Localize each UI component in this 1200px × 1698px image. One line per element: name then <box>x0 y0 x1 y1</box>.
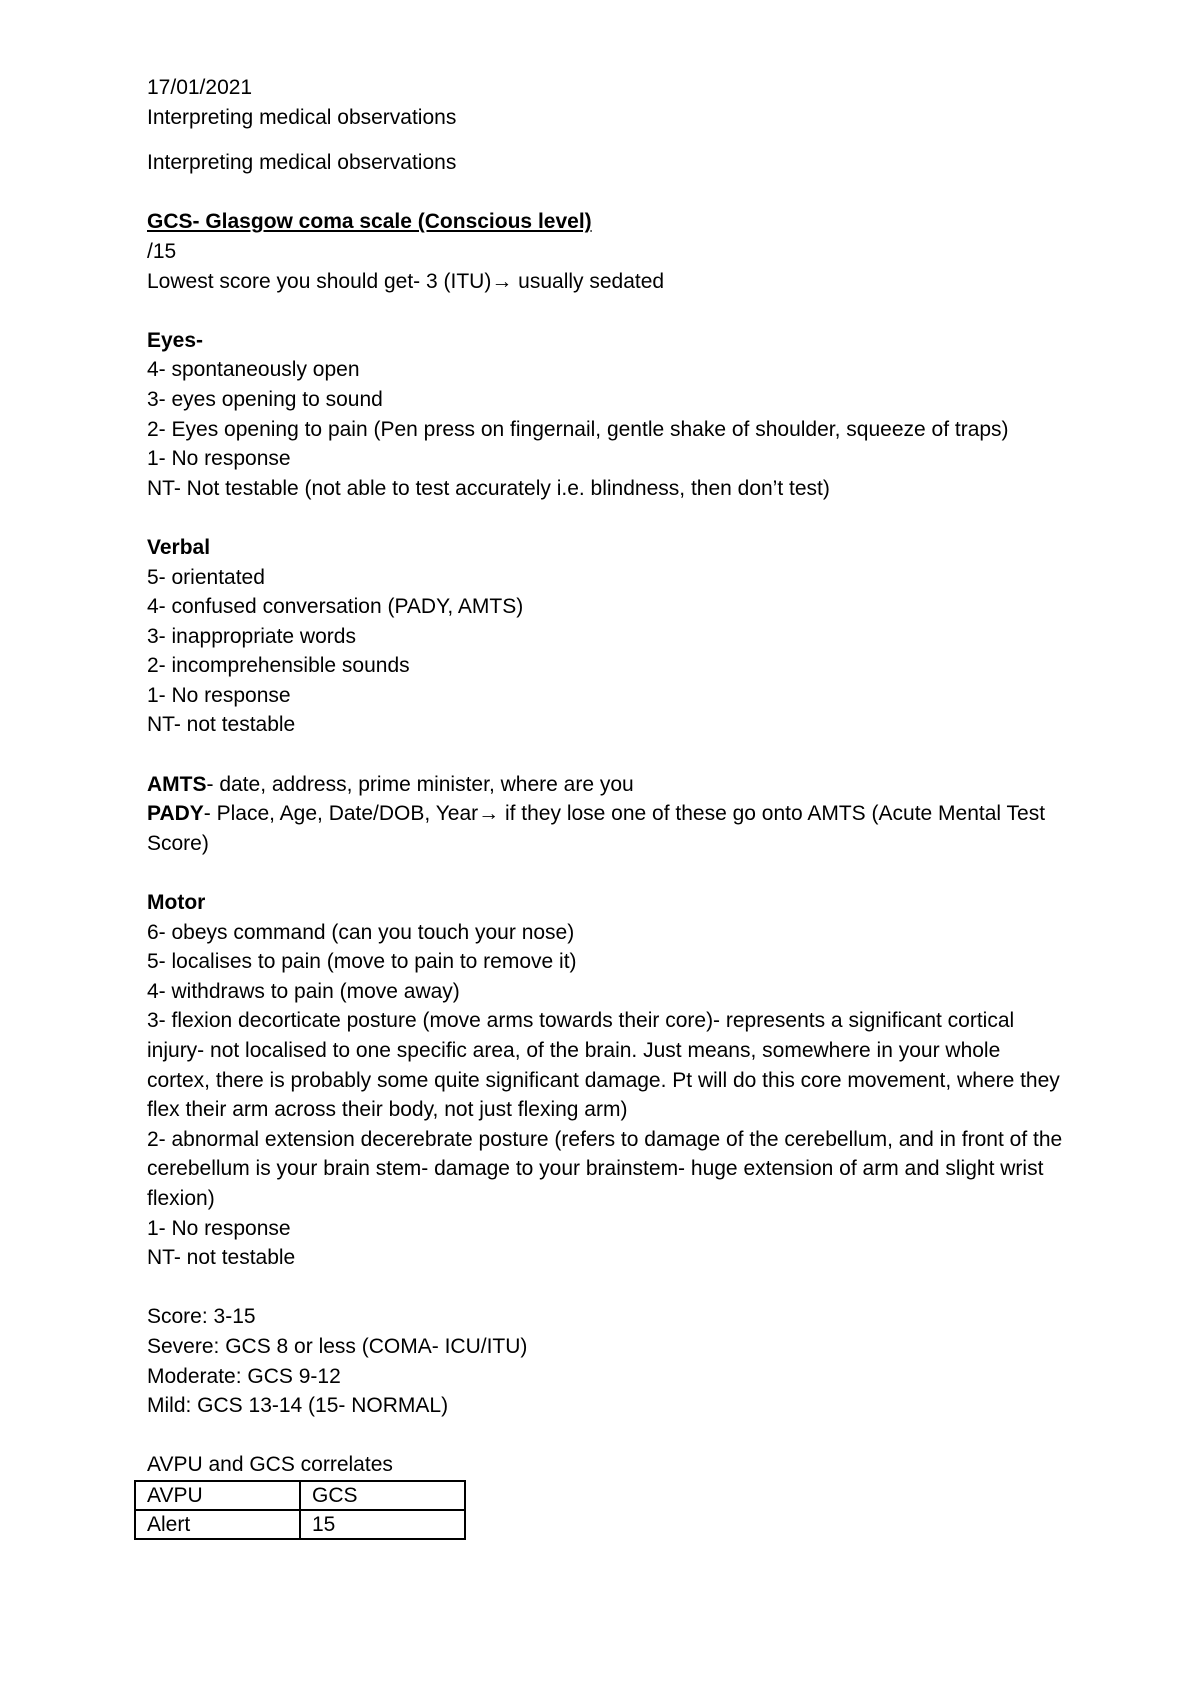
table-row <box>135 1510 465 1539</box>
right-arrow-icon: → <box>478 802 500 826</box>
spacer <box>147 296 1067 326</box>
verbal-item: NT- not testable <box>147 713 296 737</box>
motor-item: 4- withdraws to pain (move away) <box>147 979 460 1003</box>
eyes-item: 2- Eyes opening to pain (Pen press on fingernail, gentle shake of shoulder, squeeze of traps) <box>147 417 1009 441</box>
spacer <box>147 132 1067 148</box>
table-header-cell: AVPU <box>135 1481 300 1510</box>
eyes-heading: Eyes- <box>147 328 204 352</box>
document-subtitle: Interpreting medical observations <box>147 151 457 175</box>
eyes-item: 3- eyes opening to sound <box>147 387 383 411</box>
table-header-row <box>135 1481 465 1510</box>
gcs-heading: GCS- Glasgow coma scale (Conscious level) <box>147 210 592 234</box>
spacer <box>147 1421 1067 1451</box>
spacer <box>147 178 1067 208</box>
pady-label: PADY <box>147 802 204 826</box>
avpu-gcs-table <box>134 1480 466 1540</box>
verbal-item: 2- incomprehensible sounds <box>147 654 410 678</box>
motor-heading: Motor <box>147 891 206 915</box>
gcs-lowest-prefix: Lowest score you should get- 3 (ITU) <box>147 269 492 293</box>
spacer <box>147 740 1067 770</box>
table-header-cell: GCS <box>300 1481 465 1510</box>
amts-label: AMTS <box>147 772 207 796</box>
document-title: Interpreting medical observations <box>147 105 457 129</box>
avpu-caption: AVPU and GCS correlates <box>147 1453 393 1477</box>
motor-item: NT- not testable <box>147 1246 296 1270</box>
eyes-item: 1- No response <box>147 447 291 471</box>
score-item: Moderate: GCS 9-12 <box>147 1364 341 1388</box>
verbal-item: 1- No response <box>147 683 291 707</box>
score-item: Score: 3-15 <box>147 1305 256 1329</box>
spacer <box>147 858 1067 888</box>
pady-line <box>147 799 1067 858</box>
amts-text: - date, address, prime minister, where are you <box>206 772 634 796</box>
amts-line <box>147 770 1067 800</box>
motor-item: 5- localises to pain (move to pain to remove it) <box>147 950 577 974</box>
table-cell: 15 <box>300 1510 465 1539</box>
score-item: Severe: GCS 8 or less (COMA- ICU/ITU) <box>147 1334 528 1358</box>
eyes-item: NT- Not testable (not able to test accurately i.e. blindness, then don’t test) <box>147 476 830 500</box>
verbal-heading: Verbal <box>147 535 211 559</box>
verbal-item: 3- inappropriate words <box>147 624 356 648</box>
gcs-lowest-suffix: usually sedated <box>512 269 665 293</box>
spacer <box>147 503 1067 533</box>
motor-item: 1- No response <box>147 1216 291 1240</box>
pady-suffix: if they lose one of these go onto AMTS (Acute Mental Test Score) <box>147 802 1046 855</box>
verbal-item: 4- confused conversation (PADY, AMTS) <box>147 595 524 619</box>
document-body <box>147 73 1067 1540</box>
score-item: Mild: GCS 13-14 (15- NORMAL) <box>147 1394 449 1418</box>
right-arrow-icon: → <box>491 269 513 293</box>
verbal-item: 5- orientated <box>147 565 265 589</box>
table-cell: Alert <box>135 1510 300 1539</box>
pady-text: - Place, Age, Date/DOB, Year <box>203 802 479 826</box>
motor-item: 2- abnormal extension decerebrate posture (refers to damage of the cerebellum, and in front of the cerebellum is your brain stem- damage to your brainstem- huge extension of arm and slight wrist flexion) <box>147 1127 1063 1210</box>
gcs-lowest-score <box>147 267 1067 297</box>
eyes-item: 4- spontaneously open <box>147 358 360 382</box>
motor-item: 6- obeys command (can you touch your nose) <box>147 920 575 944</box>
motor-item: 3- flexion decorticate posture (move arms towards their core)- represents a significant cortical injury- not localised to one specific area, of the brain. Just means, somewhere in your whole cortex, there is probably some quite significant damage. Pt will do this core movement, where they flex their arm across their body, not just flexing arm) <box>147 1009 1060 1122</box>
document-date: 17/01/2021 <box>147 76 253 99</box>
spacer <box>147 1273 1067 1303</box>
gcs-out-of: /15 <box>147 239 177 263</box>
